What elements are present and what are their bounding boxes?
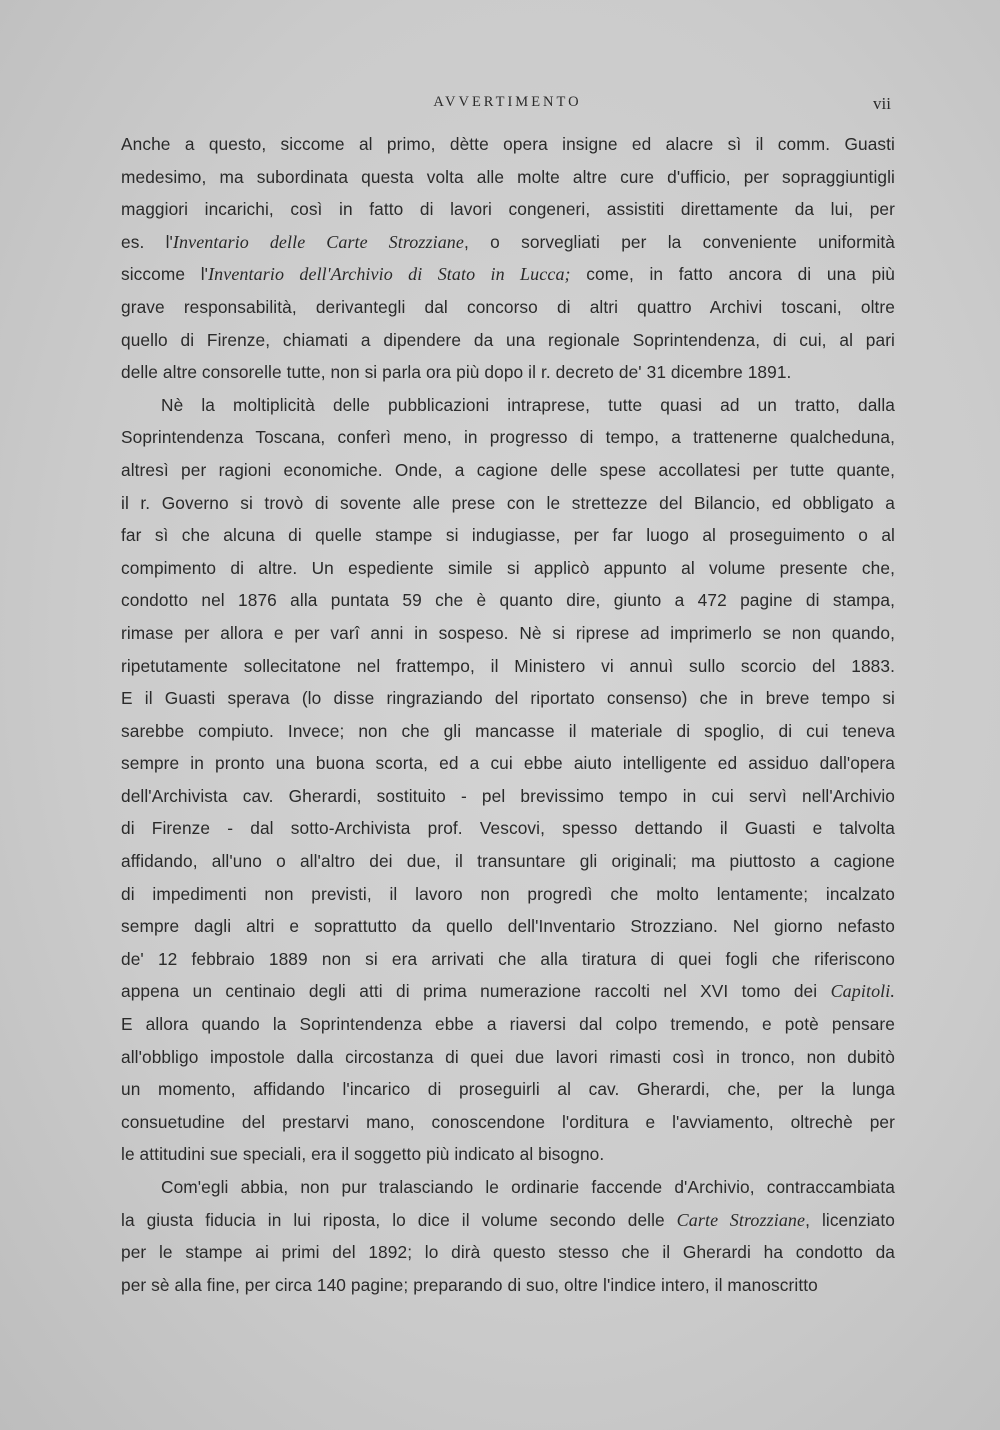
text-line: sempre in pronto una buona scorta, ed a cui ebbe aiuto intelligente ed assiduo dall'opera <box>121 753 895 774</box>
text-line: maggiori incarichi, così in fatto di lavori congeneri, assistiti direttamente da lui, per <box>121 199 895 220</box>
text-line: de' 12 febbraio 1889 non si era arrivati che alla tiratura di quei fogli che riferiscono <box>121 948 895 969</box>
text-line <box>121 226 895 259</box>
text-run: , o sorvegliati per la conveniente uniformità <box>464 231 895 252</box>
text-line: il r. Governo si trovò di sovente alle prese con le strettezze del Bilancio, ed obbligato a <box>121 492 895 513</box>
paragraph <box>121 389 895 1171</box>
body-text <box>121 128 895 1301</box>
page-number: vii <box>873 94 891 113</box>
italic-title: Carte Strozziane <box>676 1209 806 1230</box>
text-line: all'obbligo impostole dalla circostanza di quei due lavori rimasti così in tronco, non dubitò <box>121 1046 895 1067</box>
text-line: Nè la moltiplicità delle pubblicazioni intraprese, tutte quasi ad un tratto, dalla <box>161 394 895 415</box>
paragraph <box>121 128 895 389</box>
text-line <box>121 258 895 291</box>
text-line: grave responsabilità, derivantegli dal concorso di altri quattro Archivi toscani, oltre <box>121 296 895 317</box>
italic-title: Inventario delle Carte Strozziane <box>172 231 465 252</box>
text-line: di impedimenti non previsti, il lavoro non progredì che molto lentamente; incalzato <box>121 883 895 904</box>
text-run: , licenziato <box>805 1209 895 1230</box>
text-run: come, in fatto ancora di una più <box>570 264 895 285</box>
text-line: quello di Firenze, chiamati a dipendere da una regionale Soprintendenza, di cui, al pari <box>121 329 895 350</box>
text-line: sarebbe compiuto. Invece; non che gli mancasse il materiale di spoglio, di cui teneva <box>121 720 895 741</box>
paragraph <box>121 1171 895 1301</box>
text-line: far sì che alcuna di quelle stampe si indugiasse, per far luogo al proseguimento o al <box>121 525 895 546</box>
text-line: Com'egli abbia, non pur tralasciando le ordinarie faccende d'Archivio, contraccambiata <box>161 1177 895 1197</box>
text-line: Anche a questo, siccome al primo, dètte opera insigne ed alacre sì il comm. Guasti <box>121 134 895 154</box>
text-line: altresì per ragioni economiche. Onde, a cagione delle spese accollatesi per tutte quante, <box>121 459 895 480</box>
text-run: siccome l' <box>121 264 209 285</box>
text-run: es. l' <box>121 231 173 252</box>
text-line: un momento, affidando l'incarico di proseguirli al cav. Gherardi, che, per la lunga <box>121 1079 895 1100</box>
text-line: rimase per allora e per varî anni in sospeso. Nè si riprese ad imprimerlo se non quando, <box>121 622 895 643</box>
text-run: la giusta fiducia in lui riposta, lo dice il volume secondo delle <box>121 1209 677 1230</box>
text-line: Soprintendenza Toscana, conferì meno, in progresso di tempo, a trattenerne qualcheduna, <box>121 427 895 448</box>
text-line <box>121 975 895 1008</box>
text-line: dell'Archivista cav. Gherardi, sostituito - pel brevissimo tempo in cui servì nell'Archivio <box>121 785 895 806</box>
text-line: compimento di altre. Un espediente simile si applicò appunto al volume presente che, <box>121 557 895 578</box>
text-line: affidando, all'uno o all'altro dei due, il transuntare gli originali; ma piuttosto a cagione <box>121 851 895 872</box>
text-line: le attitudini sue speciali, era il soggetto più indicato al bisogno. <box>121 1144 605 1165</box>
text-line: E allora quando la Soprintendenza ebbe a riaversi dal colpo tremendo, e potè pensare <box>121 1014 895 1035</box>
text-line: per sè alla fine, per circa 140 pagine; preparando di suo, oltre l'indice intero, il manoscritto <box>121 1274 818 1295</box>
text-line: per le stampe ai primi del 1892; lo dirà questo stesso che il Gherardi ha condotto da <box>121 1242 895 1263</box>
text-line: di Firenze - dal sotto-Archivista prof. Vescovi, spesso dettando il Guasti e talvolta <box>121 818 895 839</box>
text-line: E il Guasti sperava (lo disse ringraziando del riportato consenso) che in breve tempo si <box>121 688 895 709</box>
text-run: appena un centinaio degli atti di prima numerazione raccolti nel XVI tomo dei <box>121 981 831 1002</box>
text-line: sempre dagli altri e soprattutto da quello dell'Inventario Strozziano. Nel giorno nefasto <box>121 916 895 937</box>
italic-title: Capitoli. <box>830 981 895 1002</box>
text-line <box>121 1204 895 1237</box>
running-title: AVVERTIMENTO <box>433 94 582 110</box>
text-line: consuetudine del prestarvi mano, conoscendone l'orditura e l'avviamento, oltrechè per <box>121 1111 895 1132</box>
text-line: delle altre consorelle tutte, non si parla ora più dopo il r. decreto de' 31 dicembre 1891. <box>121 362 792 383</box>
page-header <box>120 94 895 120</box>
text-line: condotto nel 1876 alla puntata 59 che è quanto dire, giunto a 472 pagine di stampa, <box>121 590 895 611</box>
italic-title: Inventario dell'Archivio di Stato in Lucca; <box>208 264 571 285</box>
text-line: ripetutamente sollecitatone nel frattempo, il Ministero vi annuì sullo scorcio del 1883. <box>121 655 895 676</box>
text-line: medesimo, ma subordinata questa volta alle molte altre cure d'ufficio, per sopraggiuntigli <box>121 166 895 187</box>
